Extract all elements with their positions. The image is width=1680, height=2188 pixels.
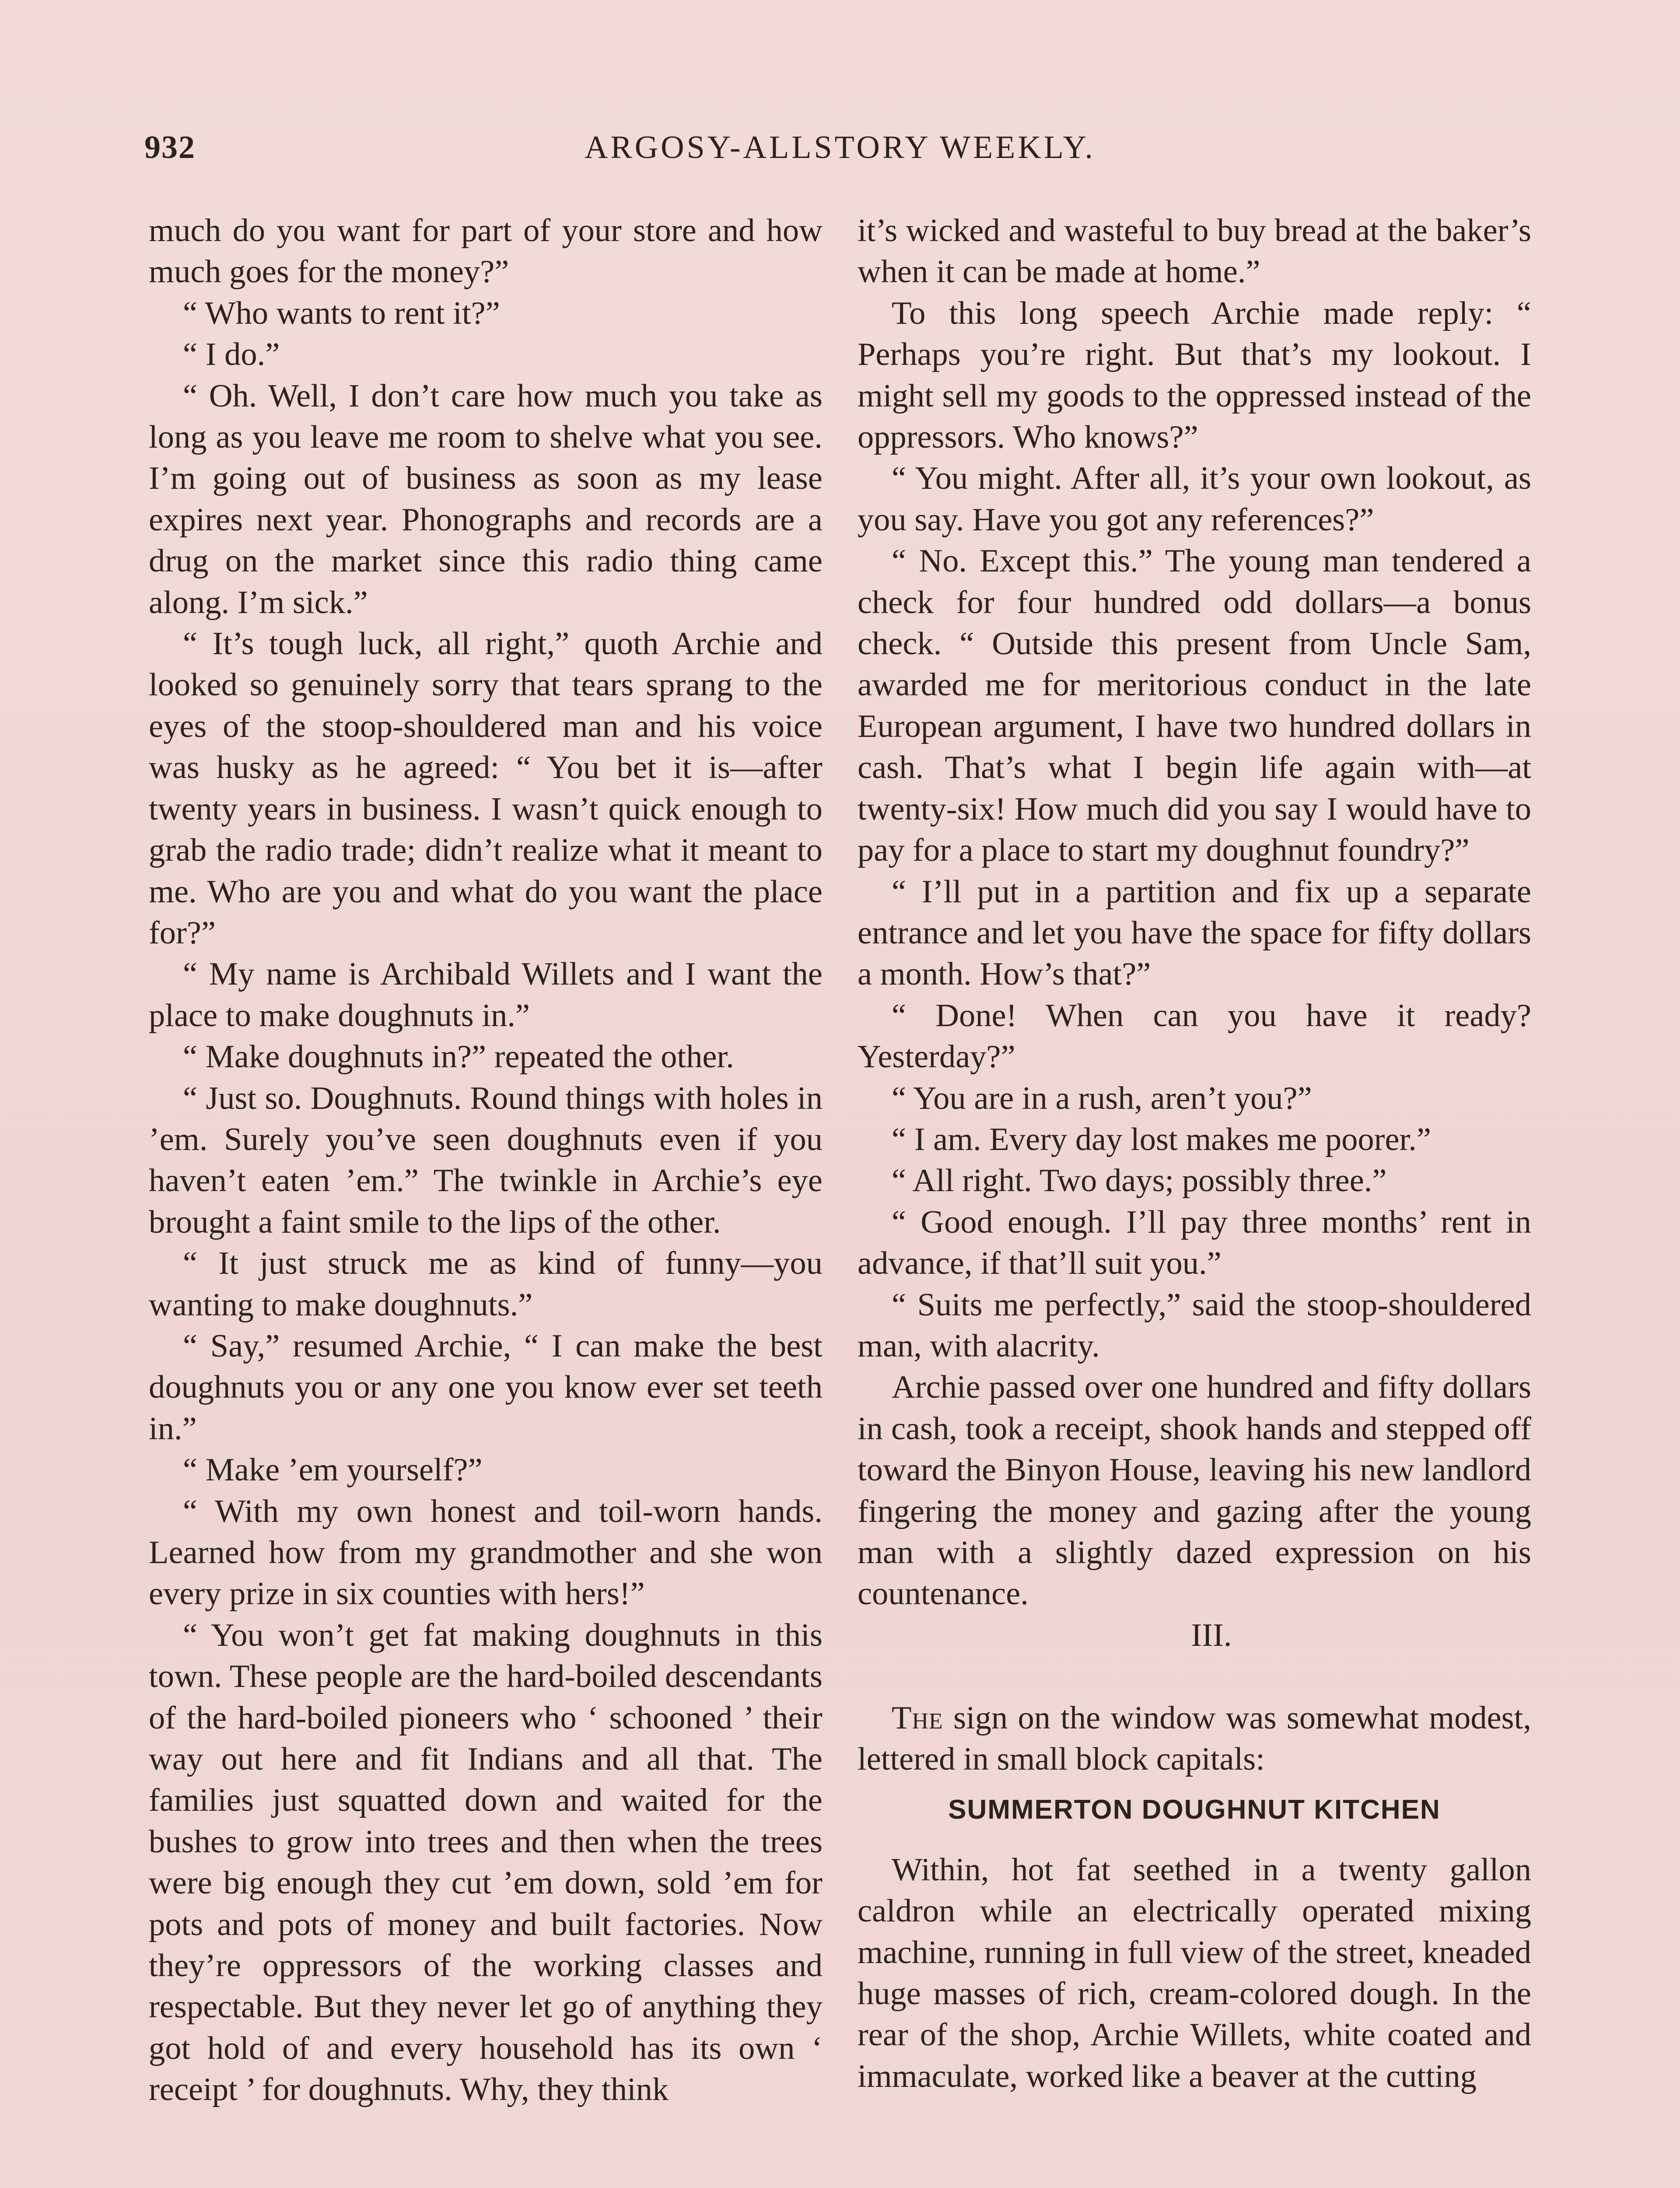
paragraph: “ Suits me perfectly,” said the stoop-shouldered man, with alacrity. [858, 1287, 1531, 1364]
paragraph: “ You won’t get fat making doughnuts in this town. These people are the hard-boiled descendants of the hard-boiled pioneers who ‘ schooned ’ their way out here and fit Indians and all that. The families just squatted down and waited for the bushes to grow into trees and then when the trees were big enough they cut ’em down, sold ’em for pots and pots of money and built factories. Now they’re oppressors of the working classes and respectable. But they never let go of anything they got hold of and every household has its own ‘ receipt ’ for doughnuts. Why, they think [149, 1617, 822, 2108]
paragraph: Within, hot fat seethed in a twenty gallon caldron while an electrically operated mixing machine, running in full view of the street, kneaded huge masses of rich, cream-colored dough. In the rear of the shop, Archie Willets, white coated and immaculate, worked like a beaver at the cutting [858, 1851, 1531, 2094]
paragraph: Archie passed over one hundred and fifty dollars in cash, took a receipt, shook hands and stepped off toward the Binyon House, leaving his new landlord fingering the money and gazing after the young man with a slightly dazed expression on his countenance. [858, 1369, 1531, 1612]
section-heading: III. [1191, 1617, 1232, 1653]
paragraph: “ Just so. Doughnuts. Round things with holes in ’em. Surely you’ve seen doughnuts even if you haven’t eaten ’em.” The twinkle in Archie’s eye brought a faint smile to the lips of the other. [149, 1080, 822, 1240]
paragraph: “ Done! When can you have it ready? Yesterday?” [858, 997, 1531, 1075]
paragraph: “ Who wants to rent it?” [183, 295, 500, 331]
paragraph: “ It just struck me as kind of funny—you wanting to make doughnuts.” [149, 1245, 822, 1323]
section-first-paragraph-text: sign on the window was somewhat modest, lettered in small block capitals: [858, 1700, 1531, 1777]
page-header [144, 129, 1536, 177]
left-column [149, 210, 822, 2111]
paragraph: “ You might. After all, it’s your own lookout, as you say. Have you got any references?” [858, 460, 1531, 538]
paragraph: “ All right. Two days; possibly three.” [892, 1163, 1387, 1199]
paragraph: “ Make doughnuts in?” repeated the other. [183, 1039, 734, 1075]
paragraph: much do you want for part of your store and how much goes for the money?” [149, 213, 822, 290]
paragraph: “ Oh. Well, I don’t care how much you take as long as you leave me room to shelve what you see. I’m going out of business as soon as my lease expires next year. Phonographs and records are a drug on the market since this radio thing came along. I’m sick.” [149, 378, 822, 621]
paragraph: “ You are in a rush, aren’t you?” [892, 1080, 1312, 1116]
paragraph: “ Say,” resumed Archie, “ I can make the best doughnuts you or any one you know ever set teeth in.” [149, 1328, 822, 1447]
paragraph: “ It’s tough luck, all right,” quoth Archie and looked so genuinely sorry that tears sprang to the eyes of the stoop-shouldered man and his voice was husky as he agreed: “ You bet it is—after twenty years in business. I wasn’t quick enough to grab the radio trade; didn’t realize what it meant to me. Who are you and what do you want the place for?” [149, 626, 822, 951]
paragraph: “ I do.” [183, 337, 280, 373]
right-column [858, 210, 1531, 2097]
paragraph: it’s wicked and wasteful to buy bread at the baker’s when it can be made at home.” [858, 213, 1531, 290]
paragraph: “ I am. Every day lost makes me poorer.” [892, 1121, 1431, 1157]
section-lead-word: The [892, 1700, 943, 1736]
page-number: 932 [144, 130, 196, 165]
section-gap [858, 1656, 1531, 1697]
section-first-paragraph [858, 1697, 1531, 1780]
paragraph: “ I’ll put in a partition and fix up a separate entrance and let you have the space for fifty dollars a month. How’s that?” [858, 873, 1531, 992]
paragraph: To this long speech Archie made reply: “ Perhaps you’re right. But that’s my lookout. I might sell my goods to the oppressed instead of the oppressors. Who knows?” [858, 295, 1531, 456]
paragraph: “ Make ’em yourself?” [183, 1452, 483, 1488]
running-head: ARGOSY-ALLSTORY WEEKLY. [584, 130, 1096, 165]
paragraph: “ No. Except this.” The young man tendered a check for four hundred odd dollars—a bonus check. “ Outside this present from Uncle Sam, awarded me for meritorious conduct in the late European argument, I have two hundred dollars in cash. That’s what I begin life again with—at twenty-six! How much did you say I would have to pay for a place to start my doughnut foundry?” [858, 543, 1531, 869]
shop-sign-text: SUMMERTON DOUGHNUT KITCHEN [948, 1795, 1441, 1825]
paragraph: “ With my own honest and toil-worn hands. Learned how from my grandmother and she won every prize in six counties with hers!” [149, 1493, 822, 1612]
paragraph: “ Good enough. I’ll pay three months’ rent in advance, if that’ll suit you.” [858, 1204, 1531, 1282]
paragraph: “ My name is Archibald Willets and I want the place to make doughnuts in.” [149, 956, 822, 1034]
